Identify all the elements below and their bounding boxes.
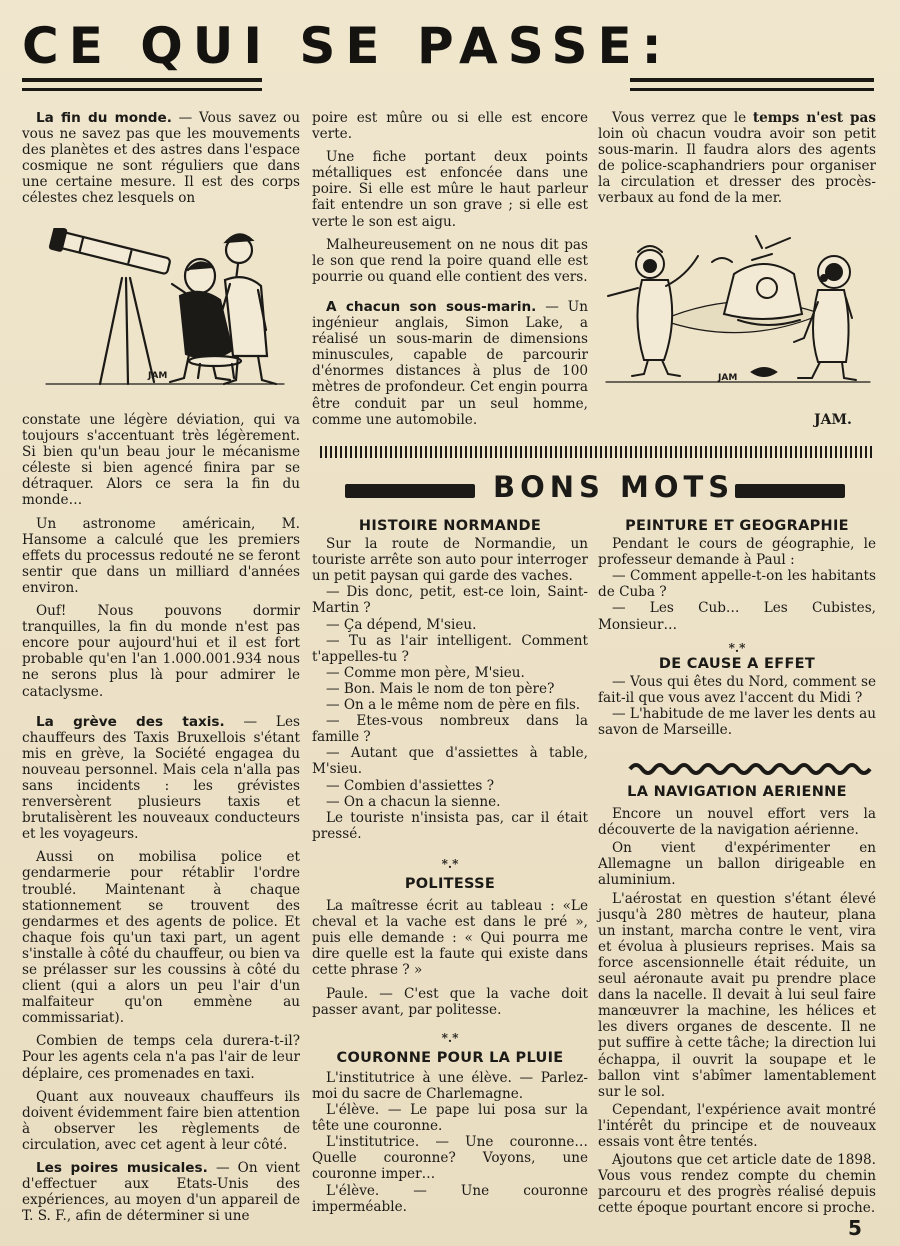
illustration-signature-left: JAM [148, 371, 168, 381]
article-column-middle [312, 110, 588, 435]
joke-line: — On a le même nom de père en fils. [326, 697, 581, 714]
article-sousmarin-lead: A chacun son sous-marin. [326, 298, 537, 315]
article-greve-p2: Aussi on mobilisa police et gendarmerie pour rétablir l'ordre troublé. Maintenant à chaque stationnement se trouvent des gendarmes et des agents de police. Et chaque fois qu'un taxi part, un agent s'installe à côté du chauffeur, ou bien va se prélasser sur les coussins à côté du client (qui a alors un peu l'air d'un malfaiteur qu'on emmène au commissariat). [22, 849, 300, 1027]
article-sousmarin-cont-rest: loin où chacun voudra avoir son petit sous-marin. Il faudra alors des agents de police-scaphandriers pour organiser la circulation et dresser des procès-verbaux au fond de la mer. [598, 126, 876, 207]
jokes-column-middle [312, 518, 588, 1222]
article-navigation-aerienne [598, 784, 876, 1223]
separator-stars: *.* [441, 1030, 459, 1045]
bons-mots-bar-left [345, 484, 475, 498]
joke-line: — L'habitude de me laver les dents au savon de Marseille. [598, 706, 877, 739]
article-greve-p4: Quant aux nouveaux chauffeurs ils doivent évidemment faire bien attention à observer les règlements de circulation, avec cet agent à leur côté. [22, 1088, 300, 1153]
joke-heading-normande: HISTOIRE NORMANDE [358, 518, 542, 534]
article-greve-text: — Les chauffeurs des Taxis Bruxellois s'étant mis en grève, la Société engagea du nouveau personnel. Mais cela n'alla pas sans incidents : les grévistes renversèrent plusieurs taxis et brutalisèrent les nouveaux conducteurs et les voyageurs. [22, 713, 300, 843]
joke-line: — Les Cub… Les Cubistes, Monsieur… [598, 600, 876, 633]
article-heading-navigation: LA NAVIGATION AERIENNE [627, 784, 847, 800]
article-lead: La fin du monde. [36, 110, 172, 126]
joke-line: Sur la route de Normandie, un touriste arrête son auto pour interroger un petit paysan qui garde des vaches. [312, 536, 588, 585]
article-fin-du-monde-p3: Ouf! Nous pouvons dormir tranquilles, la fin du monde n'est pas encore pour aujourd'hui et il est fort probable qu'en l'an 1.000.001.934 nous ne serons plus là pour admirer le cataclysme. [22, 603, 300, 700]
joke-heading-couronne: COURONNE POUR LA PLUIE [336, 1049, 564, 1066]
joke-line: — Bon. Mais le nom de ton père? [326, 680, 555, 697]
article-poires-p4: Malheureusement on ne nous dit pas le son que rend la poire quand elle est pourrie ou quand elle contient des vers. [312, 236, 588, 285]
separator-stars: *.* [728, 640, 746, 655]
joke-line: Pendant le cours de géographie, le professeur demande à Paul : [598, 536, 876, 569]
navigation-paragraph: Encore un nouvel effort vers la découverte de la navigation aérienne. [598, 806, 876, 839]
wave-divider [628, 762, 876, 776]
article-poires-lead: Les poires musicales. [36, 1160, 208, 1177]
article-fin-du-monde-p1: constate une légère déviation, qui va toujours s'accentuant très légèrement. Si bien qu'un beau jour le mécanisme céleste si bien agencé finira par se détraquer. Alors ce sera la fin du monde… [22, 412, 300, 509]
joke-line: — Tu as l'air intelligent. Comment t'appelles-tu ? [312, 632, 588, 665]
joke-line: L'institutrice. — Une couronne… Quelle couronne? Voyons, une couronne imper… [312, 1134, 588, 1183]
article-sousmarin-text: — Un ingénieur anglais, Simon Lake, a réalisé un sous-marin de dimensions minuscules, capable de parcourir d'énormes distances à plus de 100 mètres de profondeur. Cet engin pourra être conduit par un seul homme, comme une automobile. [312, 298, 588, 428]
joke-line: — Ça dépend, M'sieu. [326, 616, 477, 633]
bons-mots-title: BONS MOTS [493, 470, 735, 504]
joke-line: — Dis donc, petit, est-ce loin, Saint-Martin ? [312, 584, 588, 617]
joke-heading-peinture: PEINTURE ET GEOGRAPHIE [625, 518, 849, 534]
jokes-column-right [598, 518, 876, 745]
illustration-signature-right: JAM [718, 373, 738, 383]
article-fin-du-monde-intro [22, 110, 300, 214]
article-column-left [22, 412, 300, 1231]
article-sousmarin-cont-pre: Vous verrez que le [612, 110, 753, 126]
joke-line: — Combien d'assiettes ? [326, 777, 495, 794]
astronomer-illustration [40, 228, 290, 390]
title-rule-left-bottom [22, 88, 262, 91]
article-greve-p3: Combien de temps cela durera-t-il? Pour les agents cela n'a pas l'air de leur déplaire, ces promenades en taxi. [22, 1033, 300, 1082]
joke-heading-cause: DE CAUSE A EFFET [658, 655, 816, 672]
title-rule-left-top [22, 78, 262, 82]
article-text: — Vous savez ou vous ne savez pas que les mouvements des planètes et des astres dans l'espace cosmique ne sont réguliers que dans une certaine mesure. Il est des corps célestes chez lesquels on [22, 110, 300, 207]
article-poires-p2: poire est mûre ou si elle est encore verte. [312, 110, 588, 143]
joke-line: — Etes-vous nombreux dans la famille ? [312, 713, 588, 746]
section-divider-hatch [320, 446, 875, 458]
title-rule-right-bottom [630, 88, 874, 91]
joke-line: — Comme mon père, M'sieu. [326, 664, 525, 681]
article-poires-p3: Une fiche portant deux points métalliques est enfoncée dans une poire. Si elle est mûre le haut parleur fait entendre un son grave ; si elle est verte le son est aigu. [312, 149, 588, 230]
joke-line: Paule. — C'est que la vache doit passer avant, par politesse. [312, 985, 588, 1018]
title-rule-right-top [630, 78, 874, 82]
article-sousmarin-cont-bold: temps n'est pas [752, 110, 876, 126]
bons-mots-header [345, 470, 845, 510]
joke-line: — Autant que d'assiettes à table, M'sieu. [312, 745, 588, 778]
joke-line: La maîtresse écrit au tableau : «Le cheval et la vache est dans le pré », puis elle demande : « Qui pourra me dire quelle est la faute qui existe dans cette phrase ? » [312, 898, 588, 979]
joke-line: Le touriste n'insista pas, car il était pressé. [312, 809, 588, 842]
joke-line: — On a chacun la sienne. [326, 793, 501, 810]
navigation-paragraph: Cependant, l'expérience avait montré l'intérêt du principe et de nouveaux essais vont être tentés. [598, 1101, 876, 1150]
page-number: 5 [848, 1216, 862, 1240]
joke-line: — Vous qui êtes du Nord, comment se fait-il que vous avez l'accent du Midi ? [598, 673, 876, 706]
bons-mots-bar-right [735, 484, 845, 498]
navigation-paragraph: On vient d'expérimenter en Allemagne un ballon dirigeable en aluminium. [598, 840, 876, 889]
page-title: CE QUI SE PASSE: [22, 17, 672, 75]
navigation-paragraph: L'aérostat en question s'étant élevé jusqu'à 280 mètres de hauteur, plana un instant, marcha contre le vent, vira et évolua à plusieurs reprises. Mais sa force ascensionnelle était réduite, un seul aéronaute avait pu prendre place dans la nacelle. Il devait à lui seul faire manœuvrer la machine, les hélices et les divers organes de descente. Il ne put suffire à cette tâche; la direction lui échappa, il ouvrit la soupape et le ballon vint s'abîmer lamentablement sur le sol. [598, 890, 876, 1100]
navigation-paragraph: Ajoutons que cet article date de 1898. Vous vous rendez compte du chemin parcouru et des progrès réalisé depuis cette époque pourtant encore si proche. [598, 1152, 876, 1217]
separator-stars: *.* [441, 856, 459, 871]
submarine-illustration [602, 232, 874, 392]
joke-line: L'institutrice à une élève. — Parlez-moi du sacre de Charlemagne. [312, 1069, 588, 1102]
joke-line: L'élève. — Le pape lui posa sur la tête une couronne. [312, 1102, 588, 1135]
article-fin-du-monde-p2: Un astronome américain, M. Hansome a calculé que les premiers effets du processus redouté ne se feront sentir que dans un milliard d'années environ. [22, 515, 300, 596]
article-poires-text: — On vient d'effectuer aux Etats-Unis des expériences, au moyen d'un appareil de T. S. F., afin de déterminer si une [22, 1160, 301, 1225]
author-signature: JAM. [814, 412, 852, 428]
article-greve-lead: La grève des taxis. [36, 713, 225, 730]
joke-heading-politesse: POLITESSE [404, 875, 496, 892]
article-column-right [598, 110, 876, 214]
joke-line: — Comment appelle-t-on les habitants de Cuba ? [598, 568, 876, 601]
joke-line: L'élève. — Une couronne imperméable. [312, 1182, 588, 1215]
